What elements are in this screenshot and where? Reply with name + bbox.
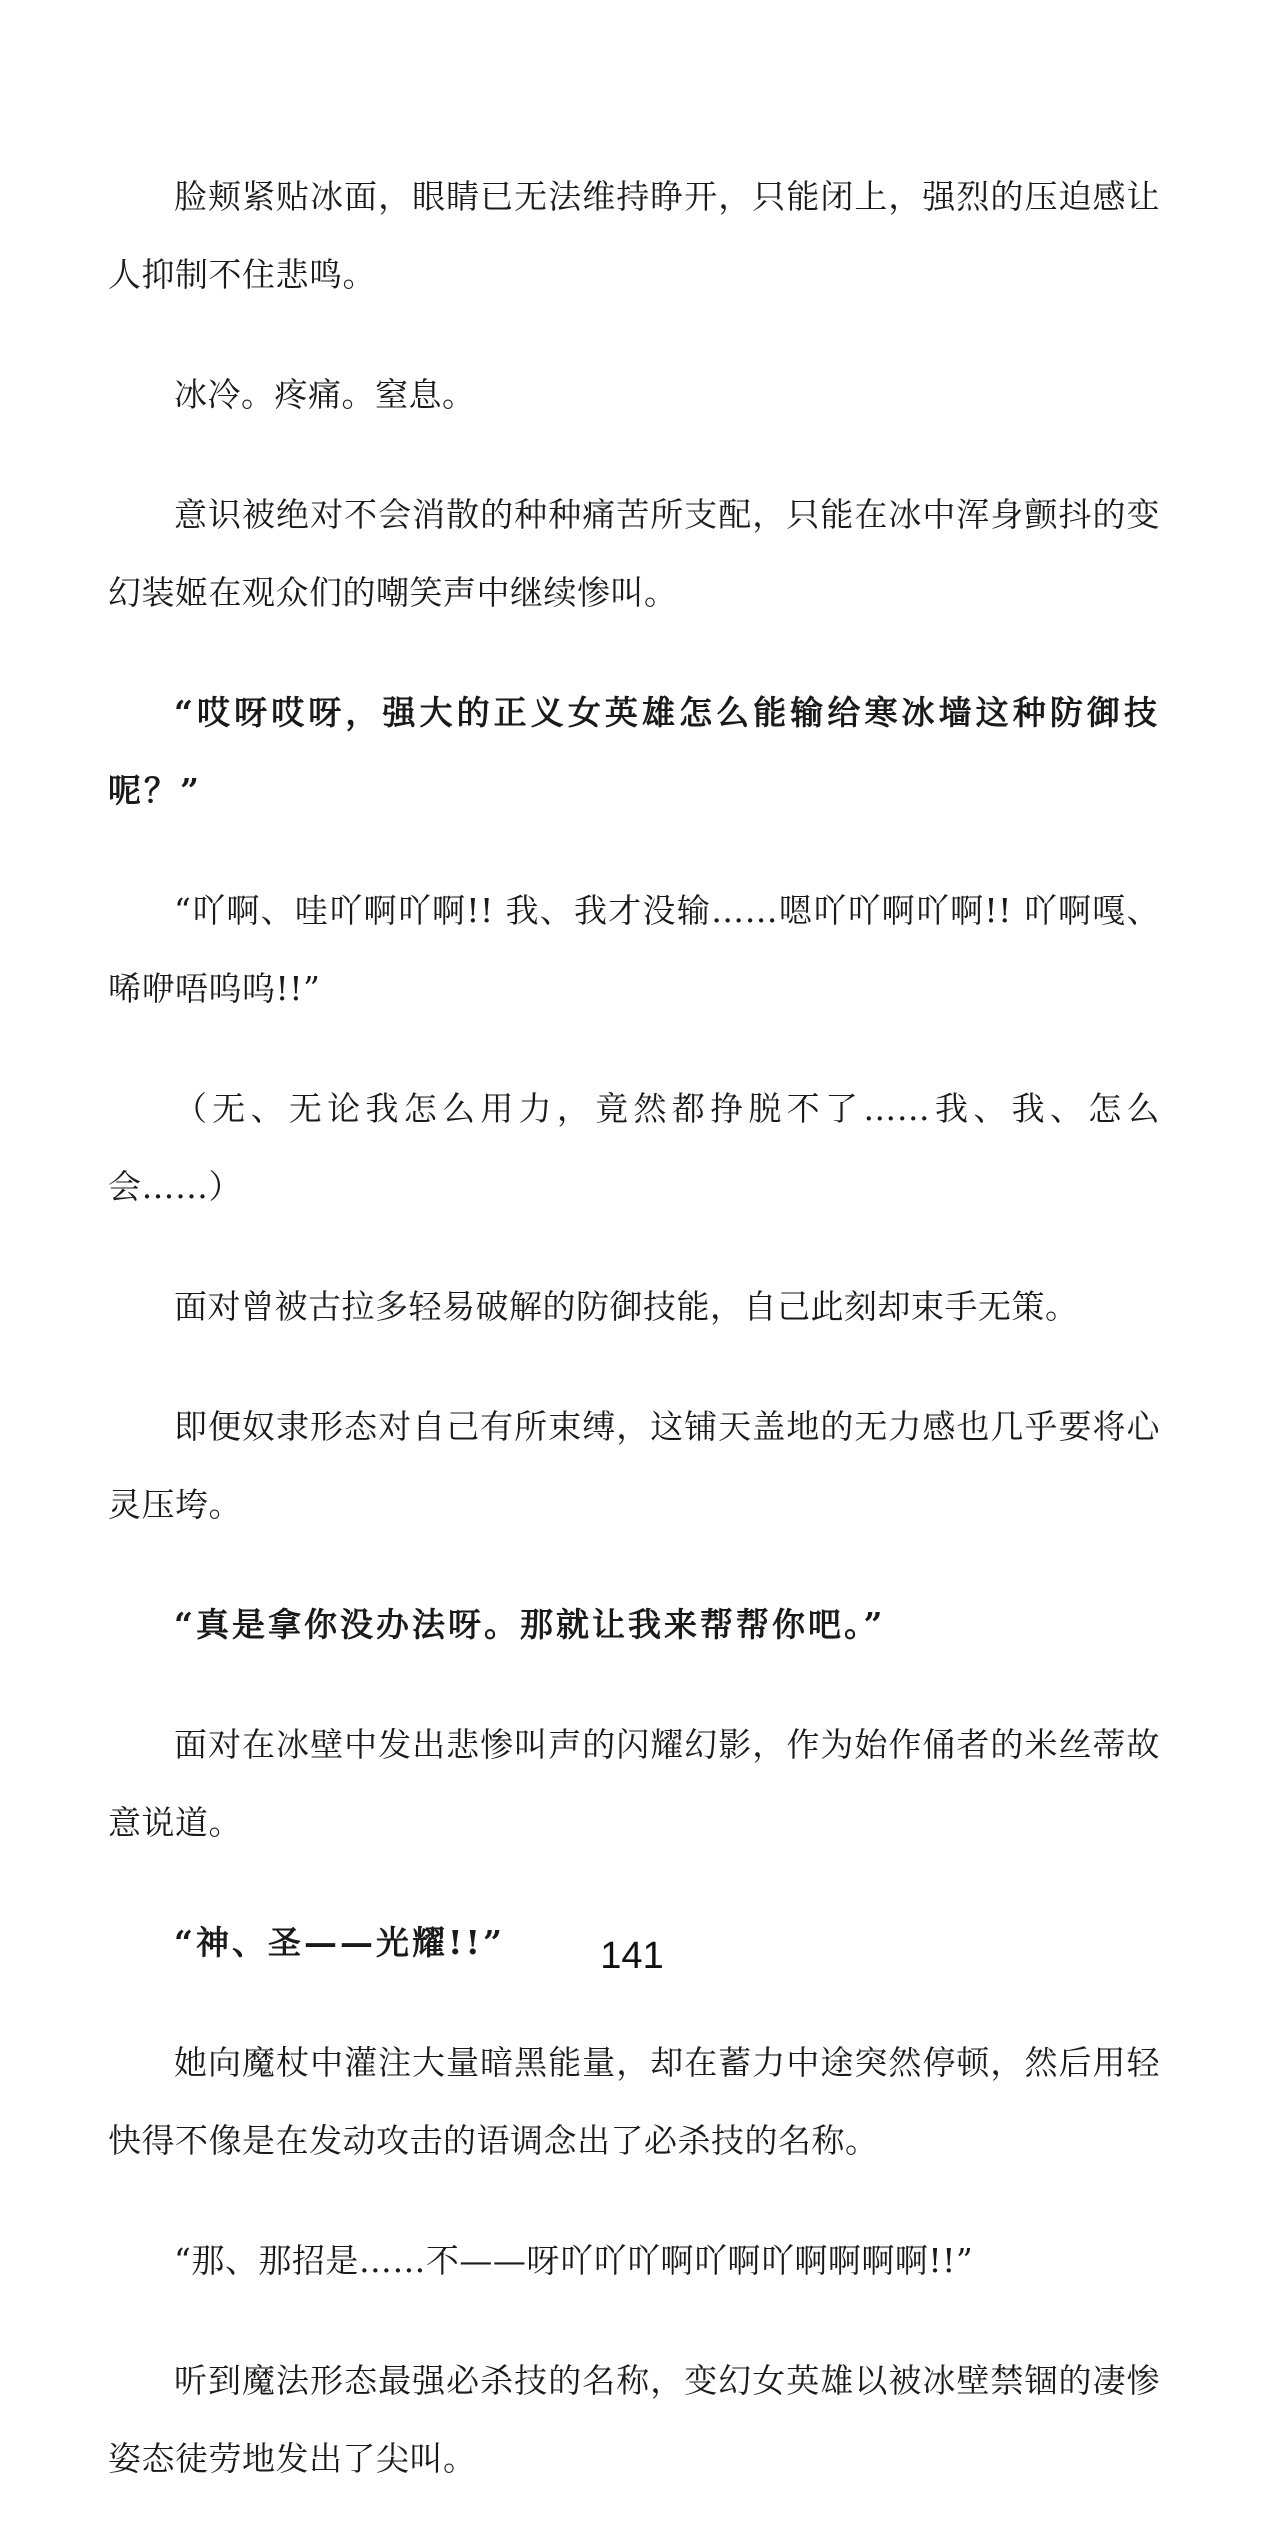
paragraph: 她向魔杖中灌注大量暗黑能量，却在蓄力中途突然停顿，然后用轻快得不像是在发动攻击的语调念出了必杀技的名称。 (108, 2043, 1160, 2160)
paragraph: 冰冷。疼痛。窒息。 (174, 375, 476, 414)
page-body (108, 158, 1160, 2540)
paragraph: 面对在冰壁中发出悲惨叫声的闪耀幻影，作为始作俑者的米丝蒂故意说道。 (108, 1725, 1160, 1842)
paragraph: 面对曾被古拉多轻易破解的防御技能，自己此刻却束手无策。 (174, 1287, 1079, 1326)
paragraph: “那、那招是……不——呀吖吖吖啊吖啊吖啊啊啊啊!!” (174, 2241, 974, 2280)
paragraph: 意识被绝对不会消散的种种痛苦所支配，只能在冰中浑身颤抖的变幻装姬在观众们的嘲笑声中继续惨叫。 (108, 495, 1160, 612)
paragraph: 脸颊紧贴冰面，眼睛已无法维持睁开，只能闭上，强烈的压迫感让人抑制不住悲鸣。 (108, 177, 1160, 294)
dialogue-bold: “哎呀哎呀，强大的正义女英雄怎么能输给寒冰墙这种防御技呢？” (108, 693, 1160, 810)
dialogue-bold: “神、圣——光耀!!” (174, 1923, 505, 1962)
paragraph: 即便奴隶形态对自己有所束缚，这铺天盖地的无力感也几乎要将心灵压垮。 (108, 1407, 1160, 1524)
paragraph: （无、无论我怎么用力，竟然都挣脱不了……我、我、怎么会……） (108, 1089, 1160, 1206)
dialogue-bold: “真是拿你没办法呀。那就让我来帮帮你吧。” (174, 1605, 886, 1644)
paragraph: “吖啊、哇吖啊吖啊!! 我、我才没输……嗯吖吖啊吖啊!! 吖啊嘎、唏咿唔呜呜!!” (108, 891, 1160, 1008)
page-number: 141 (600, 1935, 664, 1977)
paragraph: 听到魔法形态最强必杀技的名称，变幻女英雄以被冰壁禁锢的凄惨姿态徒劳地发出了尖叫。 (108, 2361, 1160, 2478)
